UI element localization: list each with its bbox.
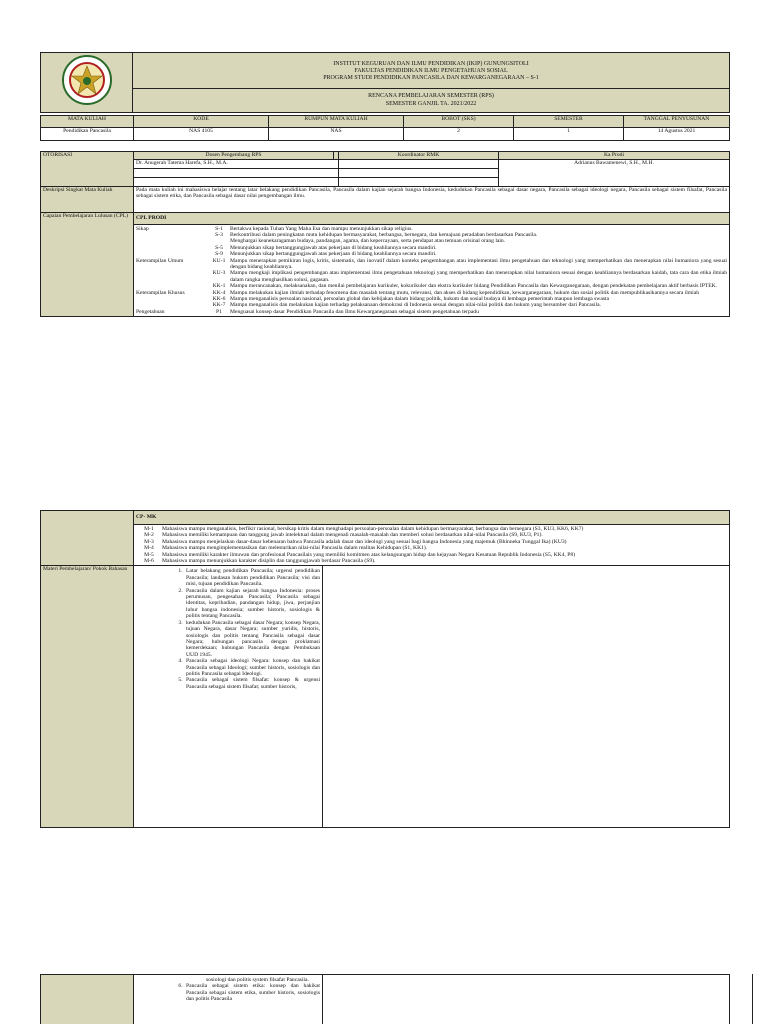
- cpmk-row: M-5 Mahasiswa memiliki karakter ilmuwan dan profesional Pancasilais yang memiliki komitmen atas kelangsungan hidup dan kejayaan Negara Kesatuan Republik Indonesia (S5, KK4, P8): [144, 551, 576, 558]
- cpl-row: KK-7 Mampu menganalisis dan melakukan kajian terhadap pelaksanaan demokrasi di Indonesia sesuai dengan nilai-nilai politik dan hukum yang bersumber dari Pancasila.: [212, 302, 601, 309]
- course-info-table: [40, 115, 730, 141]
- institution-name: INSTITUT KEGURUAN DAN ILMU PENDIDIKAN (IKIP) GUNUNGSITOLI: [333, 60, 529, 67]
- cpmk-header: CP- MK: [134, 511, 730, 525]
- cpl-label: Capaian Pembelajaran Lulusan (CPL): [41, 212, 134, 317]
- materi-list-cell: [134, 566, 323, 828]
- deskripsi-text: Pada mata kuliah ini mahasiswa belajar tentang latar belakang pendidikan Pancasila, Pancasila dalam kajian sejarah bangsa Indonesia, kedudukan Pancasila sebagai dasar negara, Pancasila sebagai ideologi negara, Pancasila sebagai sistem filsafat, Pancasila sebagai sistem etika, dan Pancasila sebagai dasar nilai pengembangan ilmu.: [134, 186, 730, 212]
- cpl-row: KK-1 Mampu merancanakan, melaksanakan, dan menilai pembelajaran kurikuler, kokurikuler dan ekstra kurikuler bidang Pendidikan Pancasila dan Kewarganegaraan, dengan pendekatan pembelajaran aktif berbasis IPTEK.: [212, 283, 718, 290]
- cpmk-list: [134, 525, 730, 566]
- materi-label: Materi Pembelajaran/ Pokok Bahasan: [41, 566, 134, 828]
- cpl-list: [134, 224, 730, 317]
- page-edge-line: [752, 974, 753, 1024]
- page-2: [40, 510, 730, 828]
- cpmk-row: M-6 Mahasiswa mampu menunjukkan karakter disiplin dan tanggungjawab berdasar Pancasila (S9).: [144, 558, 376, 565]
- col-header-mata-kuliah: MATA KULIAH: [41, 116, 134, 128]
- cpl-row: KU-3 Mampu mengkaji implikasi pengembangan atau implementasi ilmu pengetahuan teknologi yang memperhatikan dan menerapkan nilai humaniora sesuai dengan keahliannya berdasarkan kaidah, tata cara dan etika ilmiah dalam rangka menghasilkan solusi, gagasan.: [212, 270, 727, 283]
- cpl-row: S-5 Menunjukkan sikap bertanggungjawab atas pekerjaan di bidang keahliannya secara mandiri.: [215, 244, 437, 251]
- page-3: [40, 974, 730, 1024]
- value-mata-kuliah: Pendidikan Pancasila: [41, 128, 134, 141]
- cpl-row: KK-6 Mampu menganalisis persoalan nasional, persoalan global dan kebijakan dalam bidang politik, hukum dan sosial budaya di lembaga pemerintah maupun lembaga swasta: [212, 296, 610, 303]
- kaprodi-header: Ka Prodi: [499, 152, 730, 160]
- value-kode: NAS 4105: [134, 128, 269, 141]
- col-header-tanggal: TANGGAL PENYUSUNAN: [624, 116, 730, 128]
- dosen-header: Dosen Pengembang RPS: [134, 152, 334, 160]
- cpmk-row: M-4 Mahasiswa mampu mengimplementasikan dan melestarikan nilai-nilai Pancasila dalam realitas Kehidupan (S1, KK1).: [144, 545, 428, 552]
- institution-heading: [133, 53, 730, 89]
- cpl-row: Keterampilan Umum KU-1 Mampu menerapkan pemikiran logis, kritis, sistematis, dan inovatif dalam konteks pengembangan atau implementasi ilmu pengetahuan dan teknologi yang memperhatikan dan menerapkan nilai humaniora yang sesuai dengan bidang keahliannya.: [136, 257, 727, 271]
- rps-semester: SEMESTER GANJIL TA. 2021/2022: [385, 100, 477, 107]
- value-bobot: 2: [404, 128, 514, 141]
- cpmk-materi-table: [40, 510, 730, 828]
- cpl-row: Sikap S-1 Bertakwa kepada Tuhan Yang Maha Esa dan mampu menunjukkan sikap religius.: [136, 225, 413, 232]
- page-1: [40, 52, 730, 410]
- logo-cell: [41, 53, 133, 113]
- koordinator-header: Koordinator RMK: [339, 152, 499, 160]
- program-name: PROGRAM STUDI PENDIDIKAN PANCASILA DAN KEWARGANEGARAAN – S-1: [323, 75, 539, 82]
- kaprodi-name: Adrianus Bawamenewi, S.H., M.H.: [499, 159, 730, 186]
- institution-logo: [61, 54, 113, 106]
- materi-continued-cell: [134, 975, 323, 1024]
- value-rumpun: NAS: [269, 128, 404, 141]
- dosen-name: Dr. Anugerah Tatema Harefa, S.H., M.A.: [134, 159, 339, 168]
- rps-detail-table: [40, 151, 730, 317]
- cpl-row: Pengetahuan P1 Menguasai konsep dasar Pendidikan Pancasila dan Ilmu Kewarganegaraan sebagai sistem pengetahuan terpadu: [136, 308, 479, 315]
- materi-continued-text: sosiologi dan politis system filsafat Pancasila.: [206, 977, 309, 983]
- header-table: [40, 52, 730, 113]
- materi-item: 1. Latar belakang pendidikan Pancasila; urgensi pendidikan Pancasila; landasan hukum pendidikan Pancasila; visi dan misi, tujuan pendidikan Pancasila.: [184, 568, 320, 587]
- col-header-kode: KODE: [134, 116, 269, 128]
- rps-heading: [133, 89, 730, 113]
- materi-item: 2. Pancasila dalam kajian sejarah bangsa Indonesia: proses perumusan, pengesahan Pancasila; Pancasila sebagai identitas, kepribadian, pandangan hidup, jiwa, perjanjian luhur bangsa indonesia; sumber historis, sosiologis & politis tentang Pancasila.: [184, 588, 320, 620]
- materi-item: 3. kedudukan Pancasila sebagai dasar Negara; konsep Negara, tujuan Negara, dasar Negara; sumber yuridis, historis, sosiologis dan politis tentang Pancasila sebagai dasar Negara; hubungan pancasila dengan proklamasi kemerdekaan; hubungan Pancasila dengan Pembukaan UUD 1945.: [184, 620, 320, 658]
- faculty-name: FAKULTAS PENDIDIKAN ILMU PENGETAHUAN SOSIAL: [354, 67, 508, 74]
- cpl-row: Menghargai keanekaragaman budaya, pandangan, agama, dan kepercayaan, serta pendapat atau temuan orisinal orang lain.: [230, 238, 506, 245]
- materi-list-continued: [134, 983, 320, 1002]
- cpl-row: S-9 Menunjukkan sikap bertanggungjawab atas pekerjaan di bidang keahliannya secara mandiri.: [215, 251, 437, 258]
- value-semester: 1: [514, 128, 624, 141]
- materi-item: 6. Pancasila sebagai sistem etika: konsep dan hakikat Pancasila sebagai sistem etika, sumber historis, sosiologis dan politis Pancasila: [184, 983, 320, 1002]
- deskripsi-label: Deskripsi Singkat Mata Kuliah: [41, 186, 134, 212]
- materi-continued-table: [40, 974, 730, 1024]
- cpmk-row: M-3 Mahasiswa mampu menjelaskan dasar-dasar kebenaran bahwa Pancasila adalah dasar dan ideologi yang sesuai bagi bangsa Indonesia yang majemuk (Bhinneka Tunggal Ika) (KU3): [144, 538, 567, 545]
- materi-item: 5. Pancasila sebagai sistem filsafat: konsep & urgensi Pancasila sebagai sistem filsafat; sumber historis,: [184, 677, 320, 690]
- col-header-semester: SEMESTER: [514, 116, 624, 128]
- materi-item: 4. Pancasila sebagai ideologi Negara: konsep dan hakikat Pancasila sebagai Ideologi; sumber historis, sosiologis dan politis Pancasila sebagai Ideologi.: [184, 658, 320, 677]
- otorisasi-label: OTORISASI: [41, 152, 134, 187]
- materi-list: [134, 568, 320, 690]
- value-tanggal: 14 Agustus 2021: [624, 128, 730, 141]
- cpl-row: Keterampilan Khusus KK-4 Mampu melakukan kajian ilmiah terhadap fenomena dan masalah tentang mutu, relevansi, dan akses di bidang kependidikan, kewarganegaraan, hukum dan sosial politik dan mempublikasikannya secara ilmiah: [136, 289, 700, 296]
- cpmk-row: M-1 Mahasiswa mampu menganalisis, berfikir rasional, bersikap kritis dalam menghadapi persoalan-persoalan dalam kehidupan bermasyarakat, berbangsa dan bernegara (S3, KU3, KK6, KK7): [144, 526, 584, 532]
- cpmk-row: M-2 Mahasiswa memiliki kemampuan dan tanggung jawab intelektual dalam mengenali masalah-masalah dan memberi solusi berdasarkan nilai-nilai Pancasila (S9, KU3, P1).: [144, 532, 543, 539]
- rps-title: RENCANA PEMBELAJARAN SEMESTER (RPS): [368, 93, 494, 100]
- col-header-rumpun: RUMPUN MATA KULIAH: [269, 116, 404, 128]
- col-header-bobot: BOBOT (SKS): [404, 116, 514, 128]
- cpl-row: S-3 Berkontribusi dalam peningkatan mutu kehidupan bermasyarakat, berbangsa, bernegara, dan kemajuan peradaban berdasarkan Pancasila.: [215, 232, 538, 238]
- cpl-header: CPL PRODI: [134, 212, 730, 224]
